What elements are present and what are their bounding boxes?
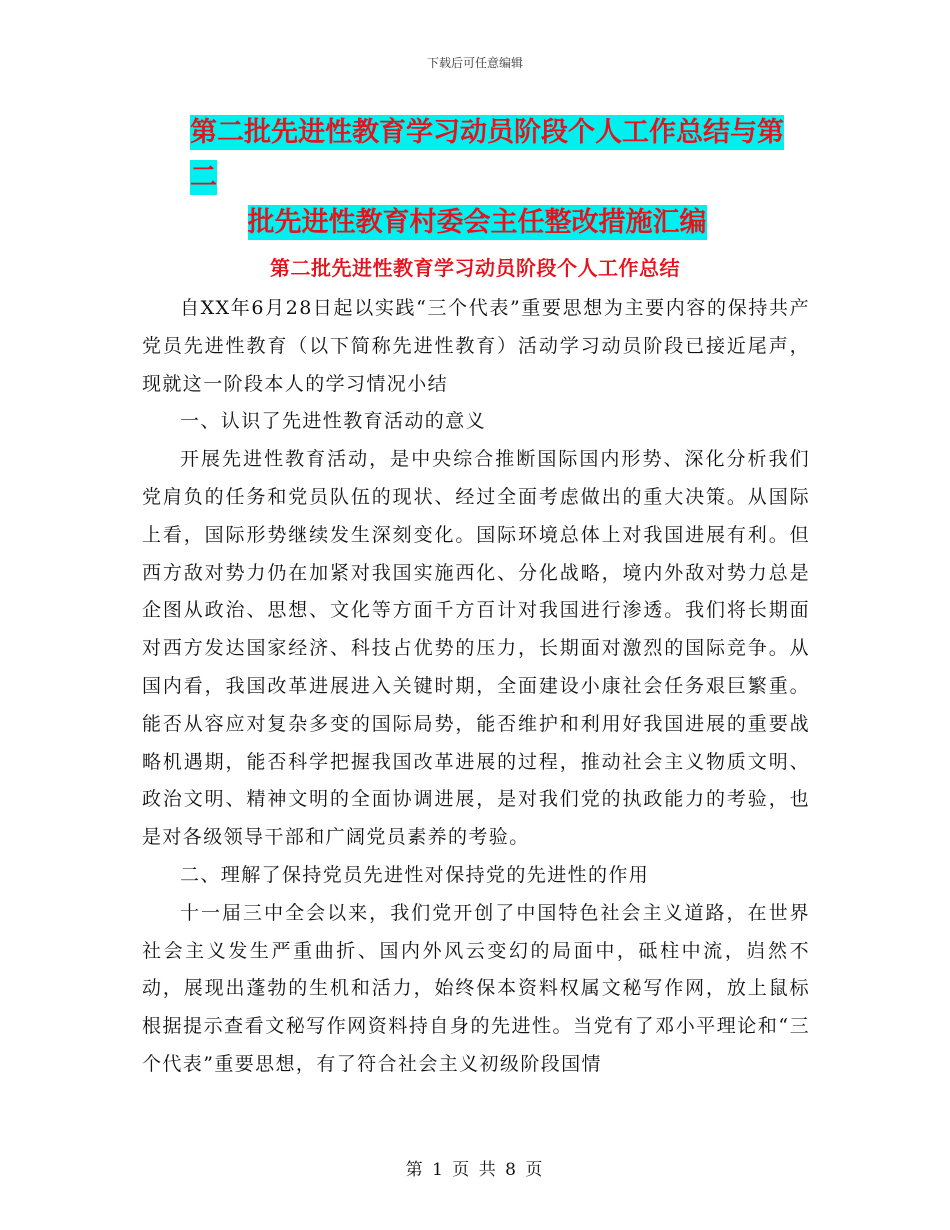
paragraph-heading: 二、理解了保持党员先进性对保持党的先进性的作用 bbox=[180, 863, 650, 886]
title-line-2: 批先进性教育村委会主任整改措施汇编 bbox=[247, 207, 707, 238]
page-footer: 第 1 页 共 8 页 bbox=[405, 1160, 545, 1180]
paragraph: 开展先进性教育活动，是中央综合推断国际国内形势、深化分析我们党肩负的任务和党员队伍的现状、经过全面考虑做出的重大决策。从国际上看，国际形势继续发生深刻变化。国际环境总体上对我国进展有利。但西方敌对势力仍在加紧对我国实施西化、分化战略，境内外敌对势力总是企图从政治、思想、文化等方面千方百计对我国进行渗透。我们将长期面对西方发达国家经济、科技占优势的压力，长期面对激烈的国际竞争。从国内看，我国改革进展进入关键时期，全面建设小康社会任务艰巨繁重。能否从容应对复杂多变的国际局势，能否维护和利用好我国进展的重要战略机遇期，能否科学把握我国改革进展的过程，推动社会主义物质文明、政治文明、精神文明的全面协调进展，是对我们党的执政能力的考验，也是对各级领导干部和广阔党员素养的考验。 bbox=[142, 448, 810, 849]
document-body bbox=[142, 290, 810, 1084]
page-header-note: 下载后可任意编辑 bbox=[426, 56, 523, 70]
paragraph: 十一届三中全会以来，我们党开创了中国特色社会主义道路，在世界社会主义发生严重曲折、国内外风云变幻的局面中，砥柱中流，岿然不动，展现出蓬勃的生机和活力，始终保本资料权属文秘写作网，放上鼠标根据提示查看文秘写作网资料持自身的先进性。当党有了邓小平理论和“三个代表”重要思想，有了符合社会主义初级阶段国情 bbox=[142, 901, 810, 1075]
paragraph: 自XX年6月28日起以实践“三个代表”重要思想为主要内容的保持共产党员先进性教育（以下简称先进性教育）活动学习动员阶段已接近尾声，现就这一阶段本人的学习情况小结 bbox=[142, 297, 810, 395]
section-title: 第二批先进性教育学习动员阶段个人工作总结 bbox=[270, 256, 680, 280]
paragraph-heading: 一、认识了先进性教育活动的意义 bbox=[180, 410, 487, 433]
document-title bbox=[190, 110, 810, 245]
title-line-1: 第二批先进性教育学习动员阶段个人工作总结与第二 bbox=[190, 117, 784, 193]
